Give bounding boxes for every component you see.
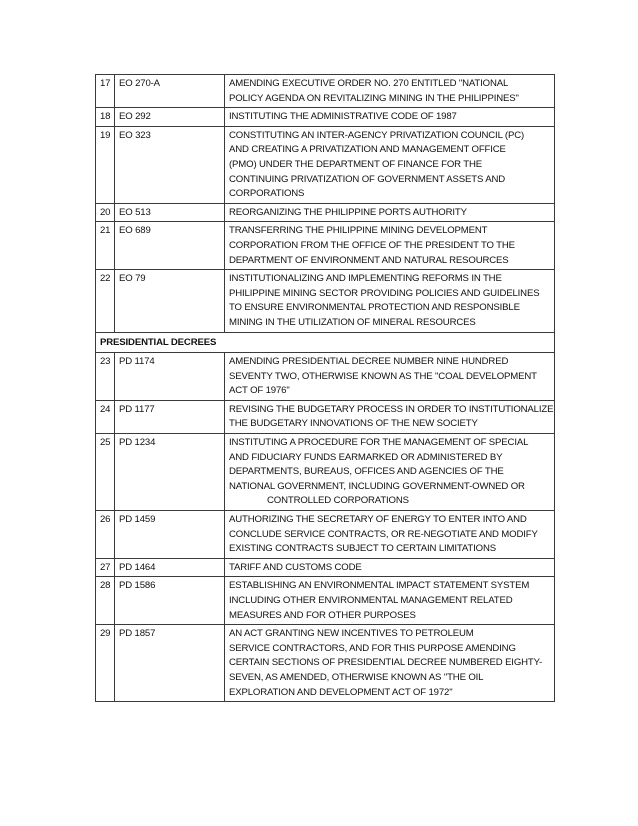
row-number: 23 [96, 353, 115, 401]
issuance-code: PD 1234 [115, 434, 225, 511]
title-line: SEVEN, AS AMENDED, OTHERWISE KNOWN AS "THE OIL [229, 671, 484, 683]
issuance-title [225, 434, 555, 511]
issuance-title [225, 577, 555, 625]
title-line: AMENDING EXECUTIVE ORDER NO. 270 ENTITLED "NATIONAL [229, 78, 509, 89]
issuance-title [225, 400, 555, 433]
row-number: 29 [96, 625, 115, 702]
title-line: CONSTITUTING AN INTER-AGENCY PRIVATIZATION COUNCIL (PC) [229, 129, 525, 141]
table-row [96, 353, 555, 401]
issuance-title [225, 558, 555, 577]
title-line: EXISTING CONTRACTS SUBJECT TO CERTAIN LIMITATIONS [229, 543, 496, 555]
title-line: INSTITUTING A PROCEDURE FOR THE MANAGEMENT OF SPECIAL [229, 437, 529, 449]
row-number: 28 [96, 577, 115, 625]
title-line: (PMO) UNDER THE DEPARTMENT OF FINANCE FOR THE [229, 158, 483, 170]
issuance-code: EO 323 [115, 126, 225, 203]
issuance-title [225, 108, 555, 127]
issuance-code: EO 689 [115, 222, 225, 270]
table-row [96, 577, 555, 625]
table-row [96, 270, 555, 332]
title-line: CONTINUING PRIVATIZATION OF GOVERNMENT ASSETS AND [229, 173, 506, 185]
title-line: MEASURES AND FOR OTHER PURPOSES [229, 609, 416, 621]
laws-table [95, 74, 555, 702]
row-number: 19 [96, 126, 115, 203]
title-line: DEPARTMENT OF ENVIRONMENT AND NATURAL RESOURCES [229, 254, 509, 266]
row-number: 26 [96, 511, 115, 559]
title-line: AN ACT GRANTING NEW INCENTIVES TO PETROLEUM [229, 628, 474, 640]
title-line: INCLUDING OTHER ENVIRONMENTAL MANAGEMENT RELATED [229, 595, 513, 606]
table-row [96, 400, 555, 433]
title-line: SERVICE CONTRACTORS, AND FOR THIS PURPOSE AMENDING [229, 642, 516, 654]
title-line: INSTITUTIONALIZING AND IMPLEMENTING REFORMS IN THE [229, 273, 502, 285]
title-line: POLICY AGENDA ON REVITALIZING MINING IN THE PHILIPPINES" [229, 92, 519, 104]
table-row [96, 108, 555, 127]
table-row [96, 511, 555, 559]
table-row [96, 558, 555, 577]
title-line: ACT OF 1976" [229, 385, 290, 397]
issuance-title [225, 126, 555, 203]
title-line: INSTITUTING THE ADMINISTRATIVE CODE OF 1987 [229, 111, 457, 123]
row-number: 21 [96, 222, 115, 270]
issuance-title [225, 270, 555, 332]
row-number: 24 [96, 400, 115, 433]
title-line: THE BUDGETARY INNOVATIONS OF THE NEW SOCIETY [229, 418, 478, 430]
title-line: TO ENSURE ENVIRONMENTAL PROTECTION AND RESPONSIBLE [229, 302, 520, 314]
row-number: 17 [96, 75, 115, 108]
row-number: 27 [96, 558, 115, 577]
title-line: AND FIDUCIARY FUNDS EARMARKED OR ADMINISTERED BY [229, 451, 503, 463]
table-row [96, 126, 555, 203]
table-row [96, 434, 555, 511]
issuance-code: PD 1586 [115, 577, 225, 625]
title-line: MINING IN THE UTILIZATION OF MINERAL RESOURCES [229, 316, 476, 328]
title-line: PHILIPPINE MINING SECTOR PROVIDING POLICIES AND GUIDELINES [229, 287, 540, 299]
title-line: CORPORATION FROM THE OFFICE OF THE PRESIDENT TO THE [229, 239, 515, 251]
issuance-title [225, 511, 555, 559]
table-row [96, 625, 555, 702]
issuance-title [225, 353, 555, 401]
section-row [96, 332, 555, 353]
title-line: ESTABLISHING AN ENVIRONMENTAL IMPACT STATEMENT SYSTEM [229, 580, 530, 592]
row-number: 25 [96, 434, 115, 511]
title-line: DEPARTMENTS, BUREAUS, OFFICES AND AGENCIES OF THE [229, 466, 504, 478]
title-line: CORPORATIONS [229, 188, 305, 200]
executive-orders-group [96, 75, 555, 333]
row-number: 20 [96, 203, 115, 222]
title-line: TRANSFERRING THE PHILIPPINE MINING DEVELOPMENT [229, 225, 488, 237]
table-row [96, 203, 555, 222]
title-line: NATIONAL GOVERNMENT, INCLUDING GOVERNMENT-OWNED OR [229, 480, 525, 492]
issuance-code: EO 79 [115, 270, 225, 332]
title-line: CONTROLLED CORPORATIONS [267, 495, 409, 507]
issuance-title [225, 625, 555, 702]
issuance-title [225, 75, 555, 108]
title-line: CONCLUDE SERVICE CONTRACTS, OR RE-NEGOTIATE AND MODIFY [229, 528, 538, 540]
issuance-title [225, 203, 555, 222]
issuance-title [225, 222, 555, 270]
issuance-code: PD 1857 [115, 625, 225, 702]
issuance-code: EO 292 [115, 108, 225, 127]
issuance-code: EO 270-A [115, 75, 225, 108]
title-line: REORGANIZING THE PHILIPPINE PORTS AUTHORITY [229, 206, 467, 218]
issuance-code: PD 1459 [115, 511, 225, 559]
issuance-code: EO 513 [115, 203, 225, 222]
issuance-code: PD 1177 [115, 400, 225, 433]
table-row [96, 75, 555, 108]
row-number: 18 [96, 108, 115, 127]
title-line: REVISING THE BUDGETARY PROCESS IN ORDER TO INSTITUTIONALIZE [229, 403, 554, 415]
section-heading: PRESIDENTIAL DECREES [96, 332, 555, 353]
issuance-code: PD 1174 [115, 353, 225, 401]
title-line: TARIFF AND CUSTOMS CODE [229, 561, 362, 573]
title-line: EXPLORATION AND DEVELOPMENT ACT OF 1972" [229, 686, 453, 698]
issuance-code: PD 1464 [115, 558, 225, 577]
presidential-decrees-group [96, 353, 555, 702]
section-group [96, 332, 555, 353]
title-line: AMENDING PRESIDENTIAL DECREE NUMBER NINE HUNDRED [229, 356, 509, 368]
title-line: AND CREATING A PRIVATIZATION AND MANAGEMENT OFFICE [229, 144, 506, 156]
title-line: CERTAIN SECTIONS OF PRESIDENTIAL DECREE NUMBERED EIGHTY- [229, 657, 543, 669]
document-page [95, 74, 554, 702]
table-row [96, 222, 555, 270]
title-line: SEVENTY TWO, OTHERWISE KNOWN AS THE "COAL DEVELOPMENT [229, 370, 537, 382]
title-line: AUTHORIZING THE SECRETARY OF ENERGY TO ENTER INTO AND [229, 514, 527, 526]
row-number: 22 [96, 270, 115, 332]
